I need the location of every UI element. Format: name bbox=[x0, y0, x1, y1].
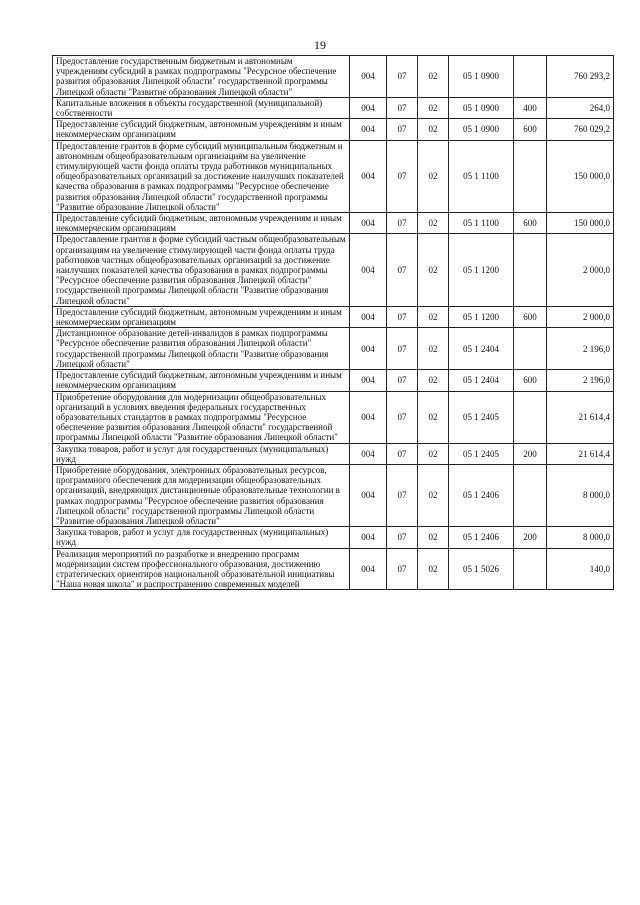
expense-type-code: 200 bbox=[514, 443, 547, 464]
subsection-code: 02 bbox=[418, 464, 449, 526]
section-code: 07 bbox=[387, 464, 418, 526]
subsection-code: 02 bbox=[418, 56, 449, 98]
row-description: Капитальные вложения в объекты государственной (муниципальной) собственности bbox=[53, 97, 350, 118]
ministry-code: 004 bbox=[350, 213, 387, 234]
amount: 21 614,4 bbox=[547, 391, 614, 443]
section-code: 07 bbox=[387, 527, 418, 548]
section-code: 07 bbox=[387, 119, 418, 140]
subsection-code: 02 bbox=[418, 391, 449, 443]
row-description: Предоставление субсидий бюджетным, автономным учреждениям и иным некоммерческим организациям bbox=[53, 213, 350, 234]
table-row bbox=[53, 306, 614, 327]
section-code: 07 bbox=[387, 97, 418, 118]
expense-type-code bbox=[514, 464, 547, 526]
expense-type-code bbox=[514, 391, 547, 443]
section-code: 07 bbox=[387, 56, 418, 98]
row-description: Дистанционное образование детей-инвалидов в рамках подпрограммы "Ресурсное обеспечение развития образования Липецкой области" государственной программы Липецкой области "Развитие образования Липецкой области" bbox=[53, 328, 350, 370]
ministry-code: 004 bbox=[350, 56, 387, 98]
expense-type-code bbox=[514, 234, 547, 306]
amount: 760 293,2 bbox=[547, 56, 614, 98]
budget-table bbox=[52, 55, 614, 590]
table-row bbox=[53, 97, 614, 118]
amount: 8 000,0 bbox=[547, 527, 614, 548]
expense-type-code: 200 bbox=[514, 527, 547, 548]
page-number: 19 bbox=[314, 38, 326, 52]
target-article-code: 05 1 0900 bbox=[449, 119, 514, 140]
ministry-code: 004 bbox=[350, 140, 387, 212]
section-code: 07 bbox=[387, 443, 418, 464]
target-article-code: 05 1 0900 bbox=[449, 97, 514, 118]
table-row bbox=[53, 140, 614, 212]
row-description: Предоставление субсидий бюджетным, автономным учреждениям и иным некоммерческим организациям bbox=[53, 119, 350, 140]
subsection-code: 02 bbox=[418, 548, 449, 590]
subsection-code: 02 bbox=[418, 443, 449, 464]
amount: 264,0 bbox=[547, 97, 614, 118]
amount: 150 000,0 bbox=[547, 213, 614, 234]
expense-type-code: 600 bbox=[514, 119, 547, 140]
amount: 760 029,2 bbox=[547, 119, 614, 140]
section-code: 07 bbox=[387, 234, 418, 306]
expense-type-code bbox=[514, 56, 547, 98]
expense-type-code: 600 bbox=[514, 370, 547, 391]
subsection-code: 02 bbox=[418, 213, 449, 234]
ministry-code: 004 bbox=[350, 119, 387, 140]
ministry-code: 004 bbox=[350, 527, 387, 548]
table-row bbox=[53, 234, 614, 306]
row-description: Предоставление субсидий бюджетным, автономным учреждениям и иным некоммерческим организациям bbox=[53, 306, 350, 327]
expense-type-code: 600 bbox=[514, 306, 547, 327]
row-description: Предоставление субсидий бюджетным, автономным учреждениям и иным некоммерческим организациям bbox=[53, 370, 350, 391]
table-row bbox=[53, 213, 614, 234]
ministry-code: 004 bbox=[350, 548, 387, 590]
budget-table-body bbox=[53, 56, 614, 590]
target-article-code: 05 1 2406 bbox=[449, 527, 514, 548]
amount: 2 000,0 bbox=[547, 234, 614, 306]
ministry-code: 004 bbox=[350, 464, 387, 526]
row-description: Предоставление государственным бюджетным и автономным учреждениям субсидий в рамках подпрограммы "Ресурсное обеспечение развития образования Липецкой области" государственной программы Липецкой области "Развитие образования Липецкой области" bbox=[53, 56, 350, 98]
ministry-code: 004 bbox=[350, 97, 387, 118]
row-description: Реализация мероприятий по разработке и внедрению программ модернизации систем профессионального образования, достижению стратегических ориентиров национальной образовательной инициативы "Наша новая школа" и распространению современных моделей bbox=[53, 548, 350, 590]
subsection-code: 02 bbox=[418, 234, 449, 306]
subsection-code: 02 bbox=[418, 140, 449, 212]
expense-type-code: 600 bbox=[514, 213, 547, 234]
section-code: 07 bbox=[387, 391, 418, 443]
amount: 2 196,0 bbox=[547, 370, 614, 391]
ministry-code: 004 bbox=[350, 328, 387, 370]
ministry-code: 004 bbox=[350, 370, 387, 391]
ministry-code: 004 bbox=[350, 234, 387, 306]
subsection-code: 02 bbox=[418, 306, 449, 327]
target-article-code: 05 1 2404 bbox=[449, 328, 514, 370]
row-description: Предоставление грантов в форме субсидий частным общеобразовательным организациям на увеличение стимулирующей части фонда оплаты труда работников частных общеобразовательных организаций за достижение наилучших показателей качества образования в рамках подпрограммы "Ресурсное обеспечение развития образования Липецкой области" государственной программы Липецкой области "Развитие образования Липецкой области" bbox=[53, 234, 350, 306]
section-code: 07 bbox=[387, 328, 418, 370]
target-article-code: 05 1 2406 bbox=[449, 464, 514, 526]
subsection-code: 02 bbox=[418, 97, 449, 118]
target-article-code: 05 1 1100 bbox=[449, 213, 514, 234]
row-description: Закупка товаров, работ и услуг для государственных (муниципальных) нужд bbox=[53, 443, 350, 464]
table-row bbox=[53, 443, 614, 464]
target-article-code: 05 1 1200 bbox=[449, 306, 514, 327]
expense-type-code: 400 bbox=[514, 97, 547, 118]
subsection-code: 02 bbox=[418, 328, 449, 370]
table-row bbox=[53, 370, 614, 391]
ministry-code: 004 bbox=[350, 306, 387, 327]
ministry-code: 004 bbox=[350, 391, 387, 443]
subsection-code: 02 bbox=[418, 370, 449, 391]
amount: 2 000,0 bbox=[547, 306, 614, 327]
subsection-code: 02 bbox=[418, 527, 449, 548]
section-code: 07 bbox=[387, 306, 418, 327]
target-article-code: 05 1 2405 bbox=[449, 443, 514, 464]
table-row bbox=[53, 328, 614, 370]
row-description: Приобретение оборудования для модернизации общеобразовательных организаций в условиях введения федеральных государственных образовательных стандартов в рамках подпрограммы "Ресурсное обеспечение развития образования Липецкой области" государственной программы Липецкой области "Развитие образования Липецкой области" bbox=[53, 391, 350, 443]
expense-type-code bbox=[514, 328, 547, 370]
row-description: Приобретение оборудования, электронных образовательных ресурсов, программного обеспечения для модернизации общеобразовательных организаций, внедряющих дистанционные образовательные технологии в рамках подпрограммы "Ресурсное обеспечение развития образования Липецкой области" государственной программы Липецкой области "Развитие образования Липецкой области" bbox=[53, 464, 350, 526]
section-code: 07 bbox=[387, 548, 418, 590]
section-code: 07 bbox=[387, 370, 418, 391]
target-article-code: 05 1 5026 bbox=[449, 548, 514, 590]
table-row bbox=[53, 391, 614, 443]
target-article-code: 05 1 2405 bbox=[449, 391, 514, 443]
ministry-code: 004 bbox=[350, 443, 387, 464]
target-article-code: 05 1 0900 bbox=[449, 56, 514, 98]
section-code: 07 bbox=[387, 140, 418, 212]
target-article-code: 05 1 2404 bbox=[449, 370, 514, 391]
table-row bbox=[53, 56, 614, 98]
amount: 8 000,0 bbox=[547, 464, 614, 526]
amount: 2 196,0 bbox=[547, 328, 614, 370]
row-description: Предоставление грантов в форме субсидий муниципальным бюджетным и автономным общеобразовательным организациям на увеличение стимулирующей части фонда оплаты труда работников муниципальных общеобразовательных организаций за достижение наилучших показателей качества образования в рамках подпрограммы "Ресурсное обеспечение развития образования Липецкой области" государственной программы "Развитие образование Липецкой области" bbox=[53, 140, 350, 212]
section-code: 07 bbox=[387, 213, 418, 234]
subsection-code: 02 bbox=[418, 119, 449, 140]
table-row bbox=[53, 119, 614, 140]
amount: 150 000,0 bbox=[547, 140, 614, 212]
expense-type-code bbox=[514, 140, 547, 212]
target-article-code: 05 1 1100 bbox=[449, 140, 514, 212]
row-description: Закупка товаров, работ и услуг для государственных (муниципальных) нужд bbox=[53, 527, 350, 548]
amount: 21 614,4 bbox=[547, 443, 614, 464]
table-row bbox=[53, 527, 614, 548]
table-row bbox=[53, 548, 614, 590]
table-row bbox=[53, 464, 614, 526]
target-article-code: 05 1 1200 bbox=[449, 234, 514, 306]
expense-type-code bbox=[514, 548, 547, 590]
amount: 140,0 bbox=[547, 548, 614, 590]
